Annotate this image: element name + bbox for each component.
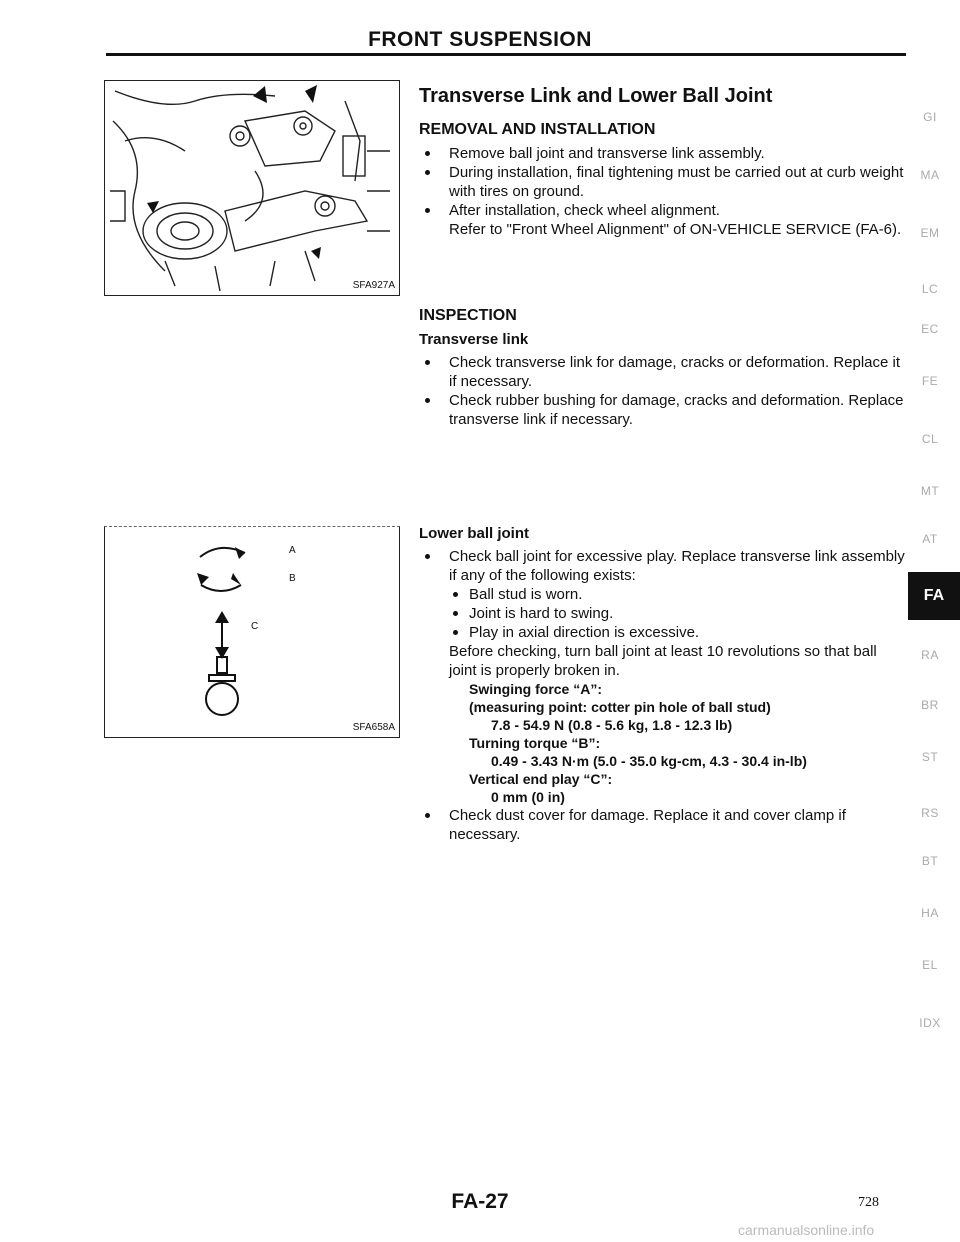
tab-ec[interactable]: EC [921,322,939,336]
tab-st[interactable]: ST [921,750,939,764]
tab-br[interactable]: BR [921,698,939,712]
list-item: During installation, final tightening must be carried out at curb weight with tires on ground. [419,163,907,201]
ball-joint-heading: Lower ball joint [419,525,530,542]
watermark: carmanualsonline.info [738,1222,875,1238]
header-rule [106,53,906,56]
ball-joint-drawing [105,527,399,737]
spec-swing-value: 7.8 - 54.9 N (0.8 - 5.6 kg, 1.8 - 12.3 lb) [491,717,733,733]
tab-fe[interactable]: FE [921,374,939,388]
list-item [419,547,907,806]
spec-play-label: Vertical end play “C”: [469,771,613,787]
tab-em[interactable]: EM [920,226,940,240]
spec-play-value: 0 mm (0 in) [491,789,565,805]
before-text: Before checking, turn ball joint at least 10 revolutions so that ball joint is properly broken in. [449,643,877,679]
page-code: FA-27 [451,1190,509,1213]
list-item: Check dust cover for damage. Replace it and cover clamp if necessary. [419,806,907,844]
tab-fa-active[interactable]: FA [908,572,960,620]
spec-torque-label: Turning torque “B”: [469,735,601,751]
tab-ma[interactable]: MA [920,168,940,182]
suspension-drawing [105,81,399,295]
list-item-text: After installation, check wheel alignment. [449,202,720,219]
spec-swing-point: (measuring point: cotter pin hole of ball stud) [469,699,771,715]
label-b: B [289,573,296,584]
page-number: 728 [858,1195,879,1210]
tab-gi[interactable]: GI [923,110,937,124]
figure-suspension-assembly [104,80,400,296]
tab-idx[interactable]: IDX [919,1016,941,1030]
tab-cl[interactable]: CL [921,432,939,446]
tab-el[interactable]: EL [922,958,938,972]
sub-list [449,585,907,642]
spec-swing-label: Swinging force “A”: [469,681,602,697]
removal-section [419,84,907,239]
sub-list-item: Ball stud is worn. [449,585,907,604]
refer-text: Refer to "Front Wheel Alignment" of ON-VEHICLE SERVICE (FA-6). [449,221,902,238]
tab-ha[interactable]: HA [921,906,939,920]
removal-heading: REMOVAL AND INSTALLATION [419,121,656,138]
ball-joint-intro: Check ball joint for excessive play. Replace transverse link assembly if any of the following exists: [449,548,905,584]
tab-rs[interactable]: RS [921,806,939,820]
figure-code: SFA658A [352,722,395,733]
list-item: Check transverse link for damage, cracks or deformation. Replace it if necessary. [419,353,907,391]
inspection-list [419,353,907,429]
list-item [419,201,907,239]
section-title: Transverse Link and Lower Ball Joint [419,85,773,107]
inspection-heading: INSPECTION [419,307,517,324]
figure-code: SFA927A [352,280,395,291]
ball-joint-list [419,547,907,844]
ball-joint-section [419,524,907,844]
list-item: Remove ball joint and transverse link assembly. [419,144,907,163]
label-a: A [289,545,296,556]
sub-list-item: Joint is hard to swing. [449,604,907,623]
tab-mt[interactable]: MT [920,484,940,498]
tab-at[interactable]: AT [922,532,938,546]
removal-list [419,144,907,239]
page-title: FRONT SUSPENSION [368,28,592,51]
tab-lc[interactable]: LC [921,282,939,296]
inspection-section [419,306,907,429]
tab-ra[interactable]: RA [921,648,939,662]
transverse-link-heading: Transverse link [419,331,529,348]
tab-bt[interactable]: BT [921,854,939,868]
sub-list-item: Play in axial direction is excessive. [449,623,907,642]
spec-torque-value: 0.49 - 3.43 N·m (5.0 - 35.0 kg-cm, 4.3 - 30.4 in-lb) [491,753,807,769]
label-c: C [251,621,259,632]
figure-ball-joint [104,526,400,738]
list-item: Check rubber bushing for damage, cracks and deformation. Replace transverse link if necessary. [419,391,907,429]
